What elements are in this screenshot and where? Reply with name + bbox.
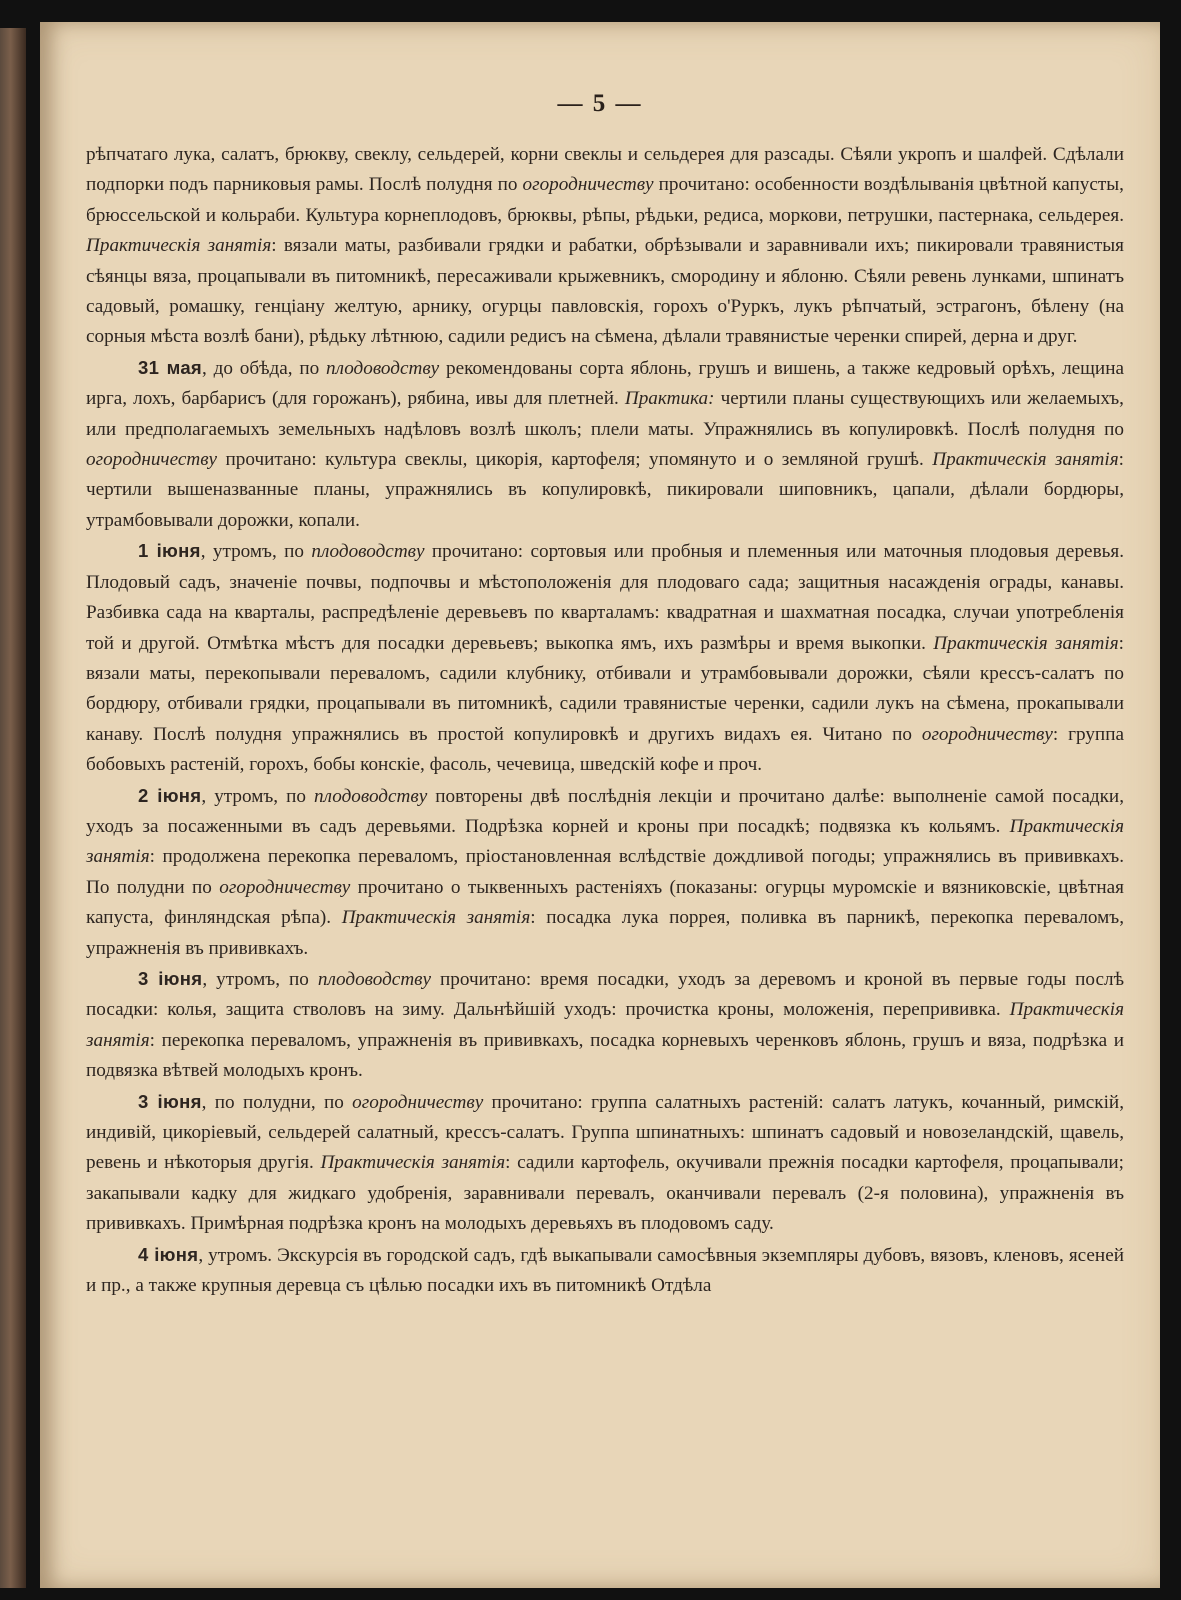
entry-date: 3 іюня bbox=[138, 967, 203, 989]
italic-term: Практическія занятія bbox=[86, 815, 1124, 868]
text-run: прочитано: время посадки, уходъ за деревомъ и кроной въ первые годы послѣ посадки: колья, защита стволовъ на зиму. Дальнѣйшій уходъ: прочистка кроны, моложенія, перепрививка. bbox=[86, 968, 1124, 1021]
facing-page-edge bbox=[0, 28, 26, 1588]
text-run: прочитано: культура свеклы, цикорія, картофеля; упомянуто и о земляной грушѣ. bbox=[217, 449, 933, 471]
italic-term: Практика: bbox=[624, 388, 715, 410]
paragraph bbox=[86, 536, 1124, 780]
paragraph bbox=[86, 1240, 1124, 1302]
italic-term: огородничеству bbox=[352, 1091, 484, 1113]
italic-term: плодоводству bbox=[311, 541, 425, 563]
italic-term: огородничеству bbox=[522, 174, 654, 196]
italic-term: Практическія занятія bbox=[320, 1152, 506, 1174]
italic-term: плодоводству bbox=[326, 357, 440, 379]
text-run: прочитано: особенности воздѣлыванія цвѣтной капусты, брюссельской и кольраби. Культура корнеплодовъ, брюквы, рѣпы, рѣдьки, редиса, моркови, петрушки, пастернака, сельдерея. bbox=[86, 174, 1124, 226]
page-number: — 5 — bbox=[557, 90, 643, 117]
entry-date: 1 іюня bbox=[138, 540, 201, 562]
text-run: : продолжена перекопка переваломъ, пріостановленная вслѣдствіе дождливой погоды; упражнялись въ прививкахъ. По полудни по bbox=[86, 846, 1124, 898]
text-run: рекомендованы сорта яблонь, грушъ и вишень, а также кедровый орѣхъ, лещина ирга, лохъ, барбарисъ (для горожанъ), рябина, ивы для плетней. bbox=[86, 357, 1124, 410]
text-run: , утромъ, по bbox=[201, 785, 315, 807]
italic-term: Практическія занятія bbox=[933, 632, 1119, 654]
italic-term: огородничеству bbox=[86, 449, 218, 471]
text-run: : перекопка переваломъ, упражненія въ прививкахъ, посадка корневыхъ черенковъ яблонь, грушъ и вяза, подрѣзка и подвязка вѣтвей молодыхъ кронъ. bbox=[86, 1029, 1124, 1082]
text-run: : посадка лука поррея, поливка въ парникѣ, перекопка переваломъ, упражненія въ прививкахъ. bbox=[86, 907, 1124, 959]
italic-term: Практическія занятія bbox=[341, 907, 531, 929]
text-run: : садили картофель, окучивали прежнія посадки картофеля, процапывали; закапывали кадку для жидкаго удобренія, заравнивали перевалъ, оканчивали перевалъ (2-я половина), упражненія въ прививкахъ. Примѣрная подрѣзка кронъ на молодыхъ деревьяхъ въ плодовомъ саду. bbox=[86, 1152, 1125, 1235]
entry-date: 2 іюня bbox=[138, 784, 202, 806]
text-run: повторены двѣ послѣднія лекціи и прочитано далѣе: выполненіе самой посадки, уходъ за посаженными въ садъ деревьями. Подрѣзка корней и кроны при посадкѣ; подвязка къ кольямъ. bbox=[86, 785, 1125, 837]
text-run: : вязали маты, разбивали грядки и рабатки, обрѣзывали и заравнивали ихъ; пикировали травянистыя сѣянцы вяза, процапывали въ питомникѣ, пересаживали крыжевникъ, смородину и яблоню. Сѣяли ревень лунками, шпинатъ садовый, ромашку, генціану желтую, арнику, огурцы павловскія, горохъ о'Руркъ, лукъ рѣпчатый, эстрагонъ, бѣлену (на сорныя мѣста возлѣ бани), рѣдьку лѣтнюю, садили редисъ на сѣмена, дѣлали травянистые черенки спирей, дерна и друг. bbox=[86, 235, 1125, 348]
book-page bbox=[40, 22, 1160, 1588]
paragraph bbox=[86, 1087, 1124, 1240]
italic-term: Практическія занятія bbox=[932, 449, 1119, 471]
italic-term: плодоводству bbox=[314, 785, 428, 807]
text-run: прочитано о тыквенныхъ растеніяхъ (показаны: огурцы муромскіе и вязниковскіе, цвѣтная капуста, финляндская рѣпа). bbox=[86, 876, 1124, 929]
entry-date: 31 мая bbox=[138, 356, 203, 378]
italic-term: огородничеству bbox=[921, 723, 1053, 745]
paragraph bbox=[86, 140, 1124, 353]
paragraph bbox=[86, 964, 1124, 1087]
text-run: прочитано: группа салатныхъ растеній: салатъ латукъ, кочанный, римскій, индивій, цикоріевый, сельдерей салатный, крессъ-салатъ. Группа шпинатныхъ: шпинатъ садовый и новозеландскій, щавель, ревень и нѣкоторыя другія. bbox=[86, 1091, 1124, 1174]
text-run: , до обѣда, по bbox=[202, 357, 327, 379]
entry-date: 4 іюня bbox=[138, 1243, 199, 1265]
text-run: : группа бобовыхъ растеній, горохъ, бобы конскіе, фасоль, чечевица, шведскій кофе и проч. bbox=[86, 723, 1124, 776]
italic-term: Практическія занятія bbox=[86, 999, 1124, 1051]
text-run: : вязали маты, перекопывали переваломъ, садили клубнику, отбивали и утрамбовывали дорожки, сѣяли крессъ-салатъ по бордюру, отбивали грядки, процапывали въ питомникѣ, садили травянистые черенки, садили лукъ на сѣмена, прокапывали канаву. Послѣ полудня упражнялись въ простой копулировкѣ и другихъ видахъ ея. Читано по bbox=[86, 632, 1124, 745]
text-run: прочитано: сортовыя или пробныя и племенныя или маточныя плодовыя деревья. Плодовый садъ, значеніе почвы, подпочвы и мѣстоположенія для плодоваго сада; защитныя насажденія ограды, канавы. Разбивка сада на кварталы, распредѣленіе деревьевъ по кварталамъ: квадратная и шахматная посадка, случаи употребленія той и другой. Отмѣтка мѣстъ для посадки деревьевъ; выкопка ямъ, ихъ размѣры и время выкопки. bbox=[86, 541, 1124, 654]
text-run: рѣпчатаго лука, салатъ, брюкву, свеклу, сельдерей, корни свеклы и сельдерея для разсады. Сѣяли укропъ и шалфей. Сдѣлали подпорки подъ парниковыя рамы. Послѣ полудня по bbox=[86, 144, 1124, 196]
page-body bbox=[86, 140, 1124, 1301]
text-run: : чертили вышеназванные планы, упражнялись въ копулировкѣ, пикировали шиповникъ, цапали, дѣлали бордюры, утрамбовывали дорожки, копали. bbox=[86, 449, 1124, 531]
paragraph bbox=[86, 353, 1124, 536]
italic-term: огородничеству bbox=[219, 876, 351, 898]
italic-term: плодоводству bbox=[317, 968, 432, 990]
paragraph bbox=[86, 781, 1124, 964]
text-run: , утромъ. Экскурсія въ городской садъ, гдѣ выкапывали самосѣвныя экземпляры дубовъ, вязовъ, кленовъ, ясеней и пр., а также крупныя деревца съ цѣлью посадки ихъ въ питомникѣ Отдѣла bbox=[86, 1244, 1124, 1297]
text-run: чертили планы существующихъ или желаемыхъ, или предполагаемыхъ земельныхъ надѣловъ возлѣ школъ; плели маты. Упражнялись въ копулировкѣ. Послѣ полудня по bbox=[86, 388, 1124, 440]
text-run: , утромъ, по bbox=[200, 541, 312, 563]
text-run: , по полудни, по bbox=[201, 1091, 353, 1113]
text-run: , утромъ, по bbox=[202, 968, 318, 990]
entry-date: 3 іюня bbox=[138, 1090, 202, 1112]
italic-term: Практическія занятія bbox=[86, 235, 272, 257]
